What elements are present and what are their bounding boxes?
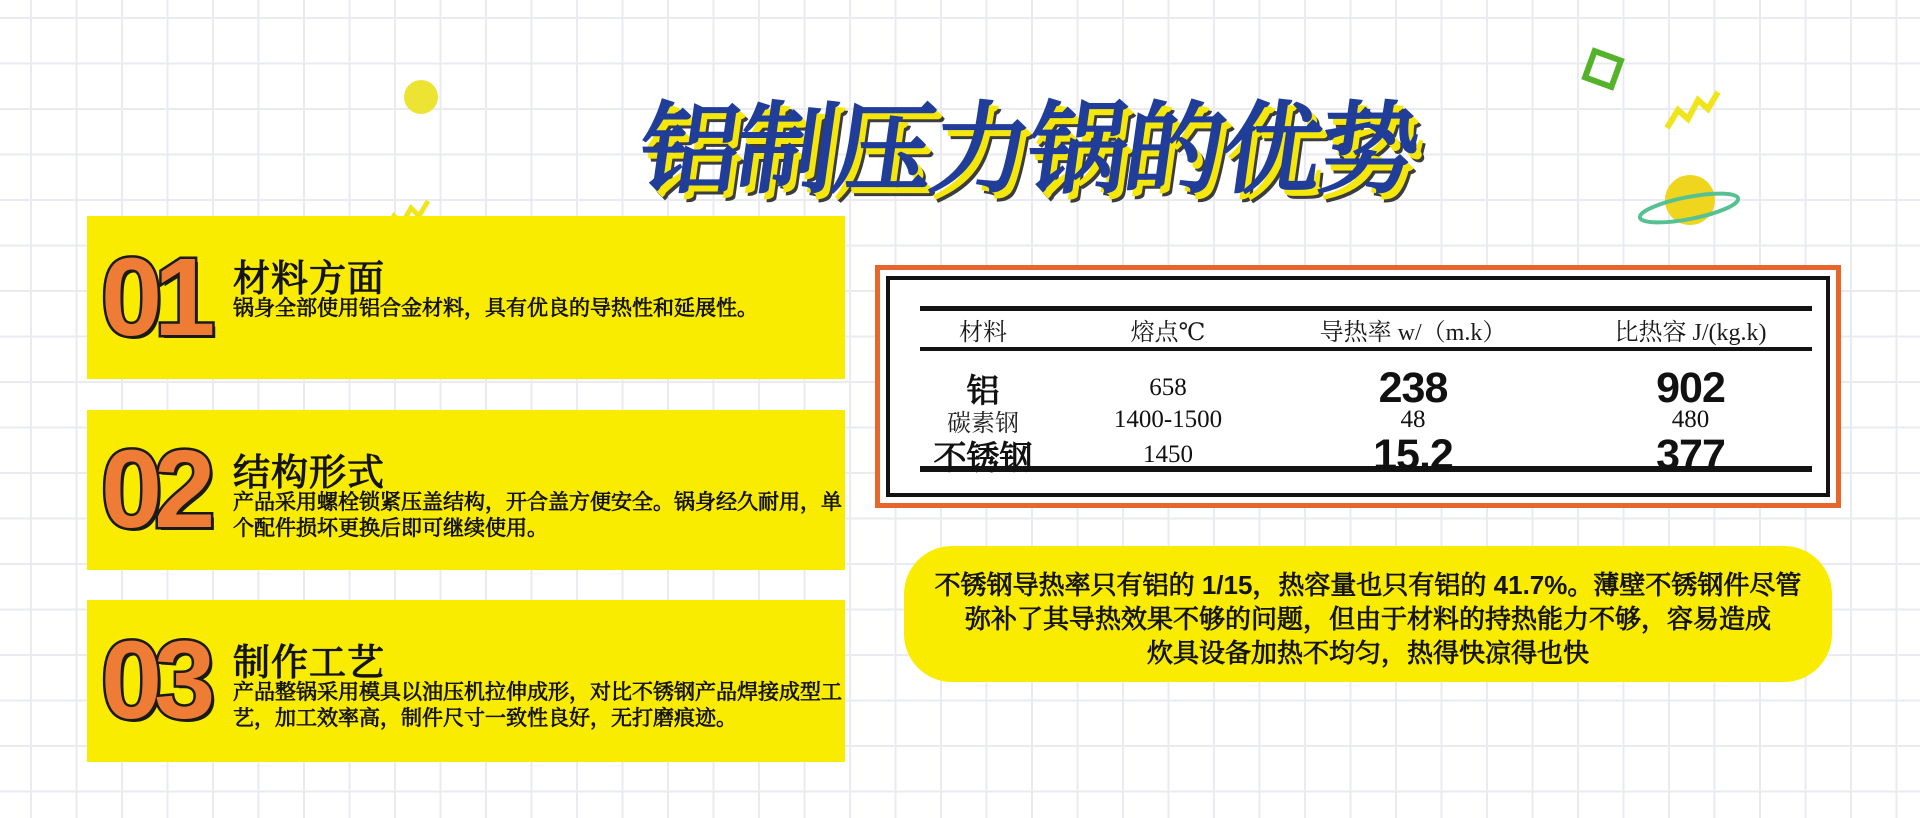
advantage-number: 01 [101,235,208,359]
cell-melting-point: 1450 [1143,441,1193,468]
cell-conductivity: 48 [1400,406,1426,433]
table-header-row [908,311,1833,347]
cell-material: 不锈钢 [933,438,1033,476]
cell-specific-heat: 377 [1656,430,1725,479]
note-line-1: 不锈钢导热率只有铝的 1/15，热容量也只有铝的 41.7%。薄壁不锈钢件尽管 [934,570,1802,600]
yellow-dot-icon [404,80,438,114]
table-rule-header [920,347,1812,351]
cell-melting-point: 1400-1500 [1113,406,1223,433]
col-header-conductivity: 导热率 w/（m.k） [1319,319,1507,346]
advantage-title: 制作工艺 [233,642,385,683]
stainless-steel-note [904,546,1832,682]
material-comparison-table [875,265,1841,508]
cell-melting-point: 658 [1149,374,1187,401]
advantage-body: 产品整锅采用模具以油压机拉伸成形，对比不锈钢产品焊接成型工艺，加工效率高，制件尺寸一致性良好，无打磨痕迹。 [233,681,842,731]
table-row-stainless-steel [908,430,1833,479]
zigzag-large-icon [1664,88,1722,132]
cell-specific-heat: 902 [1656,363,1725,412]
advantage-card-3 [87,600,845,762]
green-square-icon [1581,47,1625,91]
advantage-title: 材料方面 [233,258,385,299]
note-line-3: 炊具设备加热不均匀，热得快凉得也快 [1146,638,1589,668]
advantage-body: 产品采用螺栓锁紧压盖结构，开合盖方便安全。锅身经久耐用，单个配件损坏更换后即可继续使用。 [233,491,842,541]
advantage-number: 02 [101,428,208,551]
cell-material: 铝 [966,371,1000,409]
cell-material: 碳素钢 [947,410,1019,437]
page-title: 铝制压力锅的优势 [632,94,1424,206]
col-header-melting-point: 熔点℃ [1130,319,1206,346]
advantage-number: 03 [101,619,208,742]
cell-conductivity: 238 [1378,363,1448,412]
advantage-body: 锅身全部使用铝合金材料，具有优良的导热性和延展性。 [233,297,758,320]
col-header-specific-heat: 比热容 J/(kg.k) [1614,319,1767,346]
cell-specific-heat: 480 [1671,406,1710,433]
advantage-card-1 [87,216,845,379]
note-line-2: 弥补了其导热效果不够的问题，但由于材料的持热能力不够，容易造成 [964,604,1771,634]
advantage-card-2 [87,410,845,570]
planet-icon [1634,172,1744,234]
col-header-material: 材料 [959,319,1007,346]
advantage-title: 结构形式 [233,452,385,493]
cell-conductivity: 15.2 [1373,430,1453,479]
